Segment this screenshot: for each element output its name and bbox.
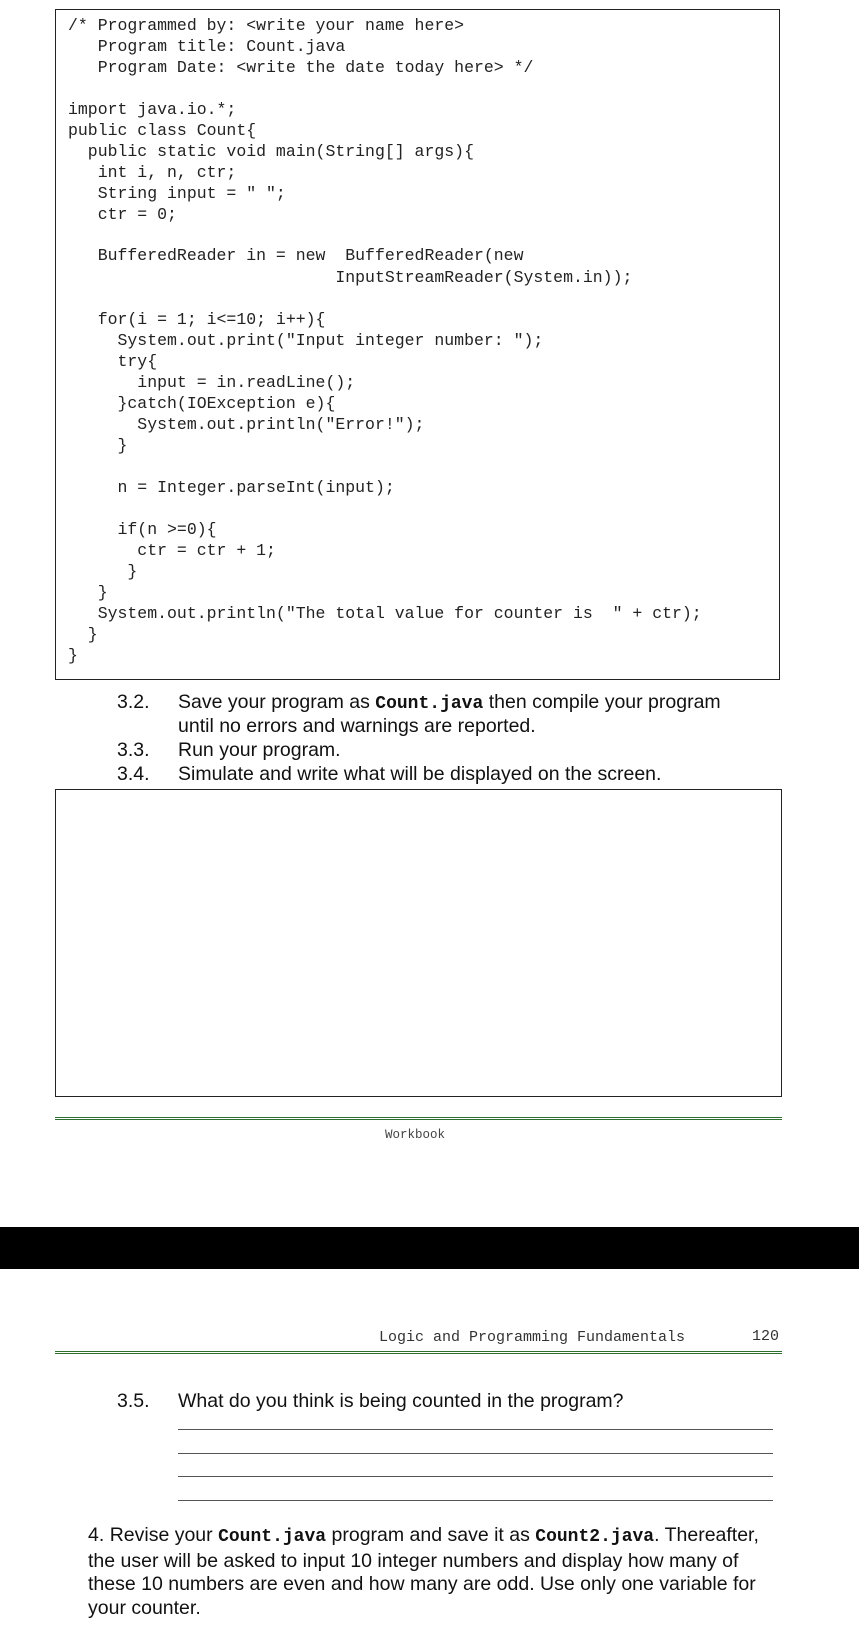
answer-line[interactable] bbox=[178, 1453, 773, 1454]
page-number: 120 bbox=[752, 1328, 780, 1345]
step-number: 3.3. bbox=[117, 739, 150, 761]
code-line: ctr = 0; bbox=[68, 205, 177, 224]
step-text: until no errors and warnings are reported. bbox=[178, 715, 536, 737]
code-line: for(i = 1; i<=10; i++){ bbox=[68, 310, 326, 329]
answer-box[interactable] bbox=[55, 789, 782, 1097]
code-line: int i, n, ctr; bbox=[68, 163, 237, 182]
task-number: 4. bbox=[88, 1524, 105, 1546]
step-text: Run your program. bbox=[178, 739, 341, 761]
question-text: What do you think is being counted in the program? bbox=[178, 1390, 624, 1412]
header-title: Logic and Programming Fundamentals bbox=[379, 1329, 686, 1346]
footer-label: Workbook bbox=[385, 1128, 446, 1142]
code-line: System.out.println("The total value for counter is " + ctr); bbox=[68, 604, 702, 623]
code-line: System.out.print("Input integer number: "); bbox=[68, 331, 544, 350]
code-line: if(n >=0){ bbox=[68, 520, 217, 539]
code-line: } bbox=[68, 562, 138, 581]
step-text: Save your program as Count.java then compile your program bbox=[178, 691, 721, 714]
code-line: ctr = ctr + 1; bbox=[68, 541, 276, 560]
code-line: } bbox=[68, 625, 98, 644]
question-number: 3.5. bbox=[117, 1390, 150, 1412]
code-line: String input = " "; bbox=[68, 184, 286, 203]
page-break bbox=[0, 1227, 859, 1269]
code-line: /* Programmed by: <write your name here> bbox=[68, 16, 465, 35]
header-rule bbox=[55, 1351, 782, 1354]
code-line: } bbox=[68, 646, 78, 665]
code-line: BufferedReader in = new BufferedReader(new bbox=[68, 246, 524, 265]
task-4: 4. Revise your Count.java program and save it as Count2.java. Thereafter, the user will be asked to input 10 integer numbers and display how many of these 10 numbers are even and how many are odd. Use only one variable for your counter. bbox=[88, 1524, 759, 1619]
answer-line[interactable] bbox=[178, 1429, 773, 1430]
code-line: public class Count{ bbox=[68, 121, 257, 140]
step-number: 3.2. bbox=[117, 691, 150, 713]
code-line: System.out.println("Error!"); bbox=[68, 415, 425, 434]
code-line: Program Date: <write the date today here> */ bbox=[68, 58, 534, 77]
code-line: Program title: Count.java bbox=[68, 37, 346, 56]
code-line: input = in.readLine(); bbox=[68, 373, 356, 392]
code-line: import java.io.*; bbox=[68, 100, 237, 119]
code-line: } bbox=[68, 436, 128, 455]
step-number: 3.4. bbox=[117, 763, 150, 785]
code-line: } bbox=[68, 583, 108, 602]
step-text: Simulate and write what will be displayed on the screen. bbox=[178, 763, 662, 785]
code-line: n = Integer.parseInt(input); bbox=[68, 478, 395, 497]
footer-rule bbox=[55, 1117, 782, 1120]
answer-line[interactable] bbox=[178, 1500, 773, 1501]
code-line: public static void main(String[] args){ bbox=[68, 142, 474, 161]
code-line: InputStreamReader(System.in)); bbox=[68, 268, 633, 287]
answer-line[interactable] bbox=[178, 1476, 773, 1477]
code-line: }catch(IOException e){ bbox=[68, 394, 336, 413]
code-line: try{ bbox=[68, 352, 158, 371]
